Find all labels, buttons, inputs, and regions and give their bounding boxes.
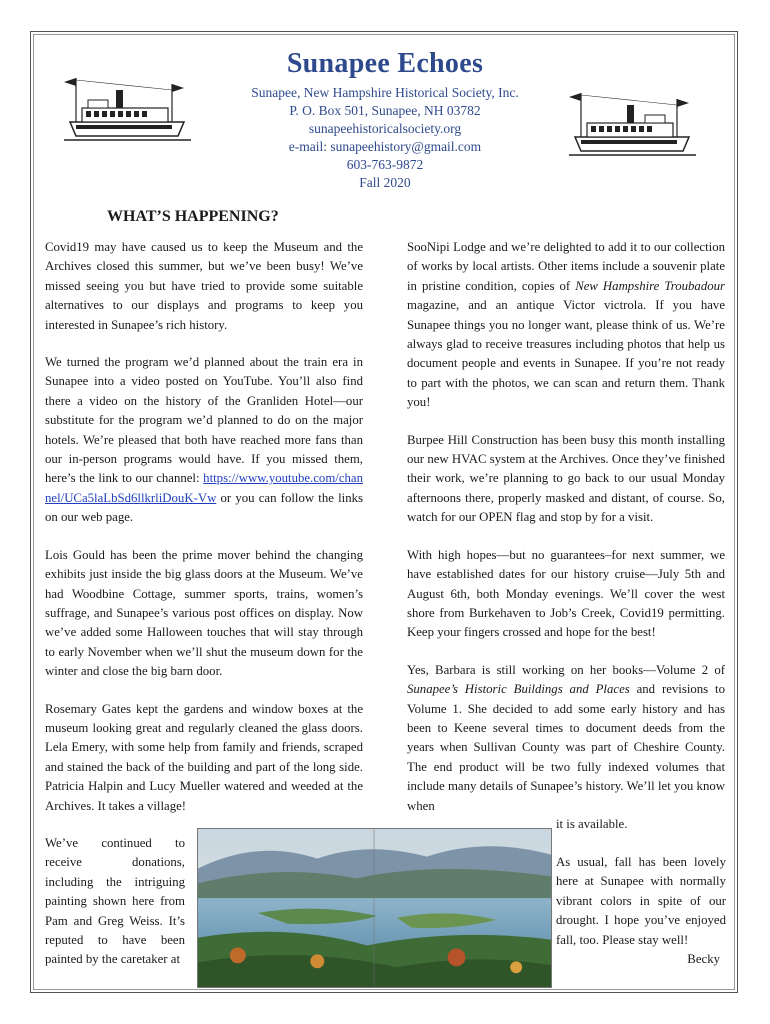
website-text: sunapeehistoricalsociety.org	[308, 121, 462, 136]
section-heading: WHAT’S HAPPENING?	[107, 208, 279, 225]
paragraph-fall: As usual, fall has been lovely here at Sunapee with normally vibrant colors in spite of our drought. I hope you’ve enjoyed fall, too. Please stay well! Becky	[556, 853, 726, 969]
paragraph-cruise: With high hopes—but no guarantees–for next summer, we have established dates for our history cruise—July 5th and August 6th, both Monday evenings. We’ll cover the west shore from Burkehaven to Job’s Creek, Covid19 permitting. Keep your fingers crossed and hope for the best!	[407, 547, 725, 640]
right-column	[407, 238, 725, 816]
left-column	[45, 238, 363, 834]
youtube-channel-link[interactable]: https://www.youtube.com/channel/UCa5laLbSd6llkrliDouK-Vw	[45, 471, 363, 505]
signature: Becky	[687, 952, 720, 967]
org-name: Sunapee, New Hampshire Historical Society, Inc.	[251, 85, 519, 100]
paragraph-volunteers: Rosemary Gates kept the gardens and window boxes at the museum looking great and regularly cleaned the glass doors. Lela Emery, with some help from family and friends, scraped and stained the back of the building and part of the long side. Patricia Halpin and Lucy Mueller watered and weeded at the Archives. It takes a village!	[45, 701, 363, 813]
paragraph-collection: SooNipi Lodge and we’re delighted to add it to our collection of works by local artists. Other items include a souvenir plate in pristine condition, copies of New Hampshire Troubadour magazine, and an antique Victor victrola. If you have Sunapee things you no longer want, please think of us. We’re always glad to receive treasures including photos that help us document people and events in Sunapee. If you’re not ready to part with the photos, we can scan and return them. Thank you!	[407, 240, 726, 410]
issue-date: Fall 2020	[359, 175, 411, 190]
newsletter-title: Sunapee Echoes	[286, 48, 484, 79]
lake-painting-image	[197, 828, 552, 988]
paragraph-covid: Covid19 may have caused us to keep the Museum and the Archives closed this summer, but we’ve been busy! We’ve missed seeing you but have tried to provide some suitable alternatives to our displays and programs to keep you interested in Sunapee’s rich history.	[45, 240, 363, 332]
paragraph-videos: We turned the program we’d planned about the train era in Sunapee into a video posted on YouTube. You’ll also find there a video on the history of the Granliden Hotel—our substitute for the program we’d planned to do on the major hotels. We’re pleased that both have reached more fans than our in-person programs would have. If you missed them, here’s the link to our channel: https://www.youtube.com/channel/UCa5laLbSd6llkrliDouK-Vw or you can follow the links on our web page.	[45, 355, 363, 525]
paragraph-exhibits: Lois Gould has been the prime mover behind the changing exhibits just inside the big glass doors at the Museum. We’ve had Woodbine Cottage, summer sports, trains, women’s suffrage, and Sunapee’s various post offices on display. Now we’ve added some Halloween touches that will stay through to early November when we’ll shut the museum down for the winter and close the big barn door.	[45, 547, 363, 679]
email-text: e-mail: sunapeehistory@gmail.com	[288, 139, 482, 154]
paragraph-hvac: Burpee Hill Construction has been busy this month installing our new HVAC system at the Archives. Once they’ve finished their work, we’re planning to go back to our usual Monday afternoons there, properly masked and distant, of course. So, watch for our OPEN flag and stop by for a visit.	[407, 432, 725, 525]
paragraph-books: Yes, Barbara is still working on her books—Volume 2 of Sunapee’s Historic Buildings and Places and revisions to Volume 1. She decided to add some early history and has been to Keene several times to document deeds from the years when Sullivan County was part of Cheshire County. The end product will be two fully indexed volumes that include many details of Sunapee’s history. We’ll let you know when	[407, 662, 725, 813]
mailing-address: P. O. Box 501, Sunapee, NH 03782	[289, 103, 481, 118]
paragraph-donations: We’ve continued to receive donations, including the intriguing painting shown here from Pam and Greg Weiss. It’s reputed to have been painted by the caretaker at	[45, 836, 185, 967]
phone-text: 603-763-9872	[346, 157, 424, 172]
books-paragraph-end: it is available.	[556, 817, 628, 831]
